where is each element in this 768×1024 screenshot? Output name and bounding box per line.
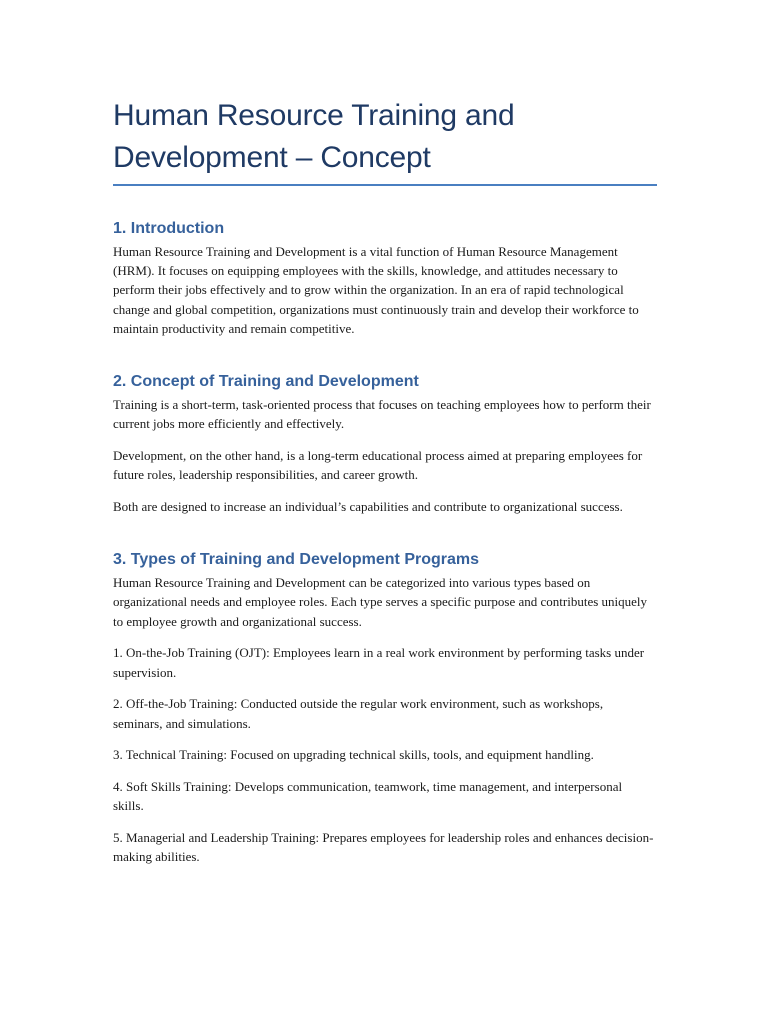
section-heading-introduction: 1. Introduction	[113, 220, 225, 237]
paragraph-purpose: Both are designed to increase an individual’s capabilities and contribute to organizational success.	[113, 499, 623, 515]
list-item-off-the-job: 2. Off-the-Job Training: Conducted outside the regular work environment, such as workshops, seminars, and simulations.	[113, 696, 604, 731]
list-item-technical: 3. Technical Training: Focused on upgrading technical skills, tools, and equipment handling.	[113, 747, 594, 763]
list-item-soft-skills: 4. Soft Skills Training: Develops communication, teamwork, time management, and interpersonal skills.	[113, 779, 623, 814]
section-heading-types: 3. Types of Training and Development Programs	[113, 551, 480, 569]
list-item-managerial: 5. Managerial and Leadership Training: Prepares employees for leadership roles and enhances decision-making abilities.	[113, 830, 654, 865]
page-title: Human Resource Training and Development – Concept	[113, 99, 515, 174]
paragraph-types-intro: Human Resource Training and Development can be categorized into various types based on organizational needs and employee roles. Each type serves a specific purpose and contributes uniquely to employee growth and organizational success.	[113, 575, 648, 629]
paragraph-development-definition: Development, on the other hand, is a long-term educational process aimed at preparing employees for future roles, leadership responsibilities, and career growth.	[113, 448, 643, 483]
list-item-ojt: 1. On-the-Job Training (OJT): Employees learn in a real work environment by performing tasks under supervision.	[113, 645, 645, 680]
section-heading-concept: 2. Concept of Training and Development	[113, 373, 419, 391]
paragraph-introduction: Human Resource Training and Development is a vital function of Human Resource Management (HRM). It focuses on equipping employees with the skills, knowledge, and attitudes necessary to perform their jobs effectively and to grow within the organization. In an era of rapid technological change and global competition, organizations must continuously train and develop their workforce to maintain productivity and remain competitive.	[113, 244, 639, 336]
title-divider	[113, 184, 657, 186]
paragraph-training-definition: Training is a short-term, task-oriented process that focuses on teaching employees how to perform their current jobs more efficiently and effectively.	[113, 397, 651, 432]
